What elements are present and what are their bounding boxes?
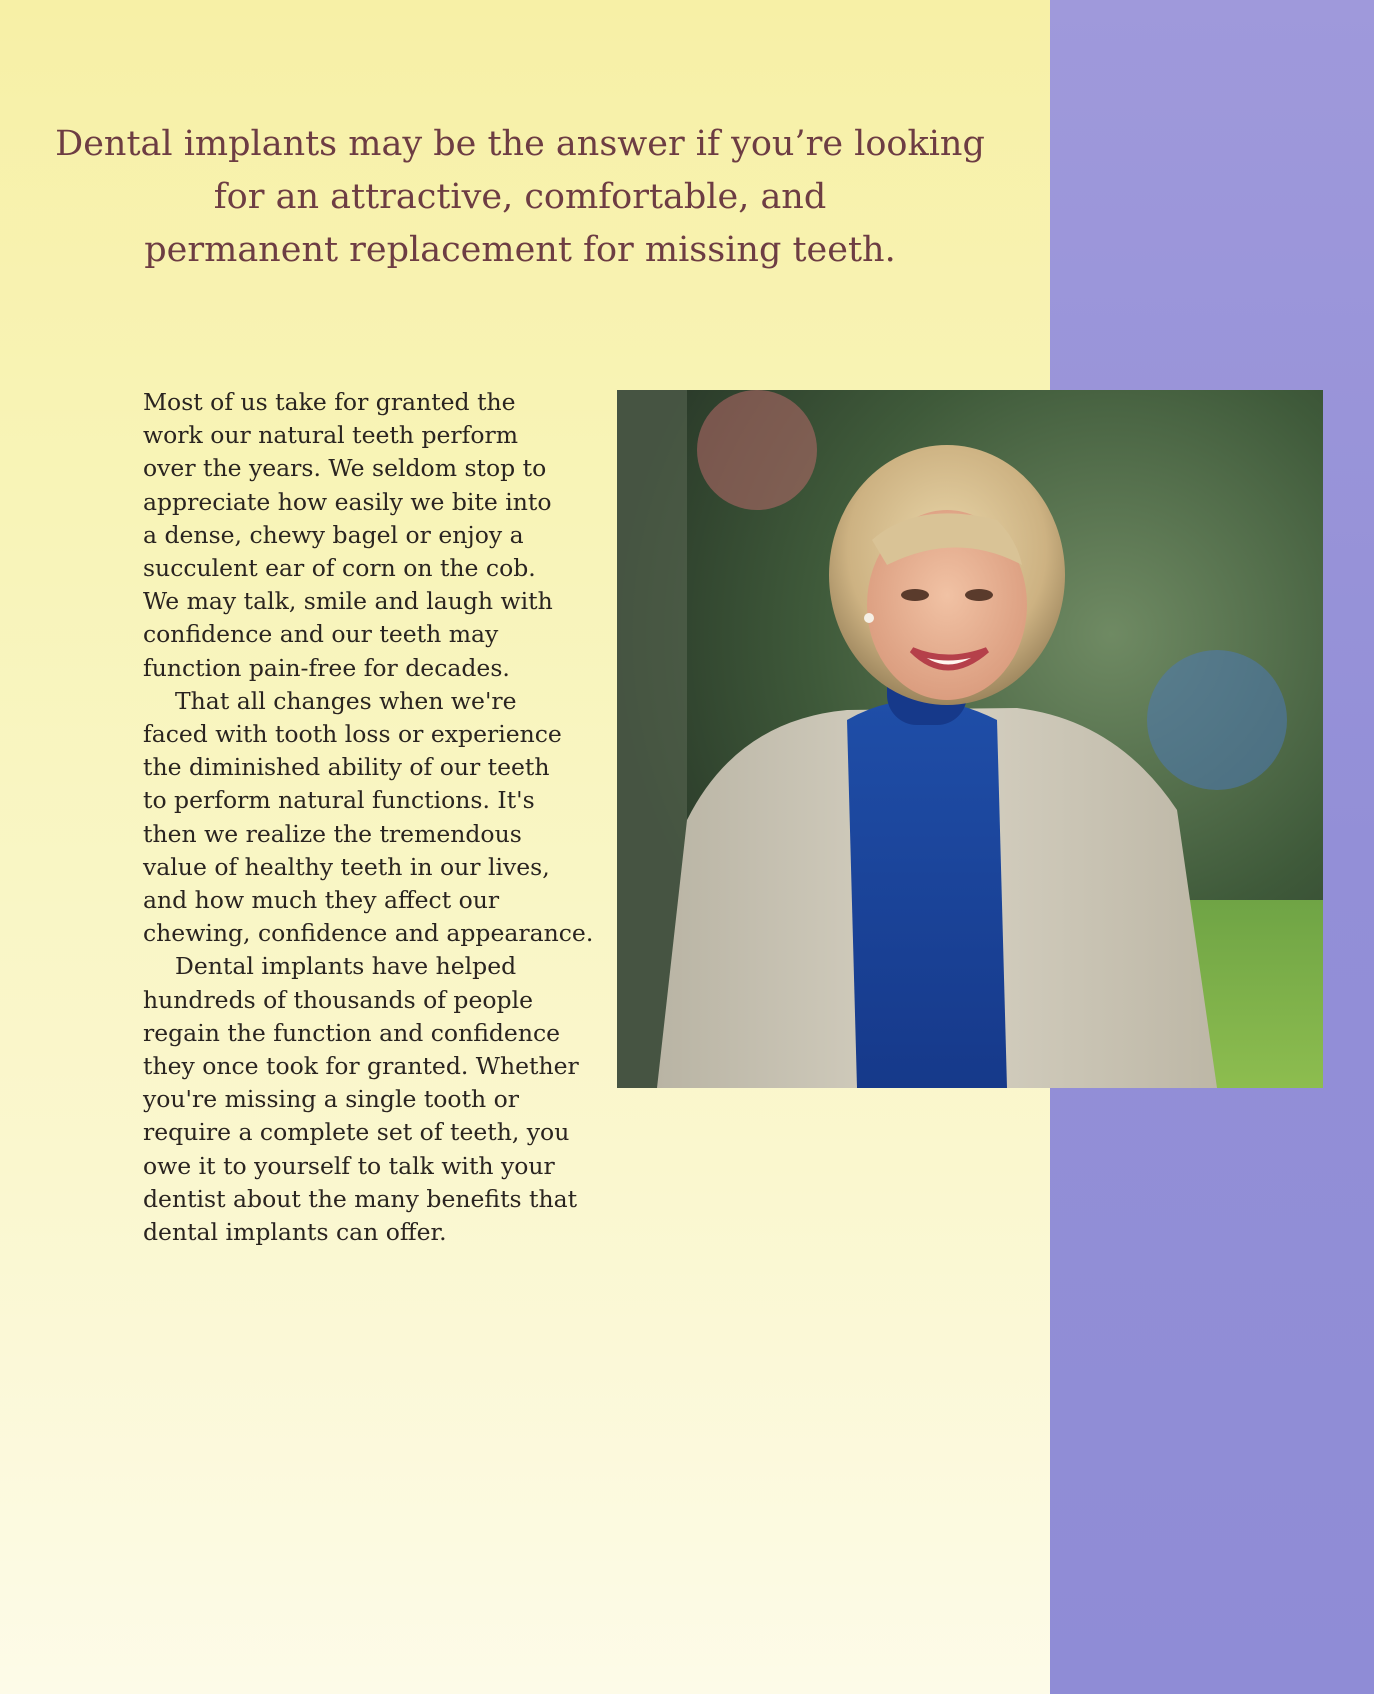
smiling-woman-photo (617, 390, 1323, 1088)
headline-line-3: permanent replacement for missing teeth. (144, 230, 896, 270)
body-line: appreciate how easily we bite into (143, 487, 552, 516)
body-line: value of healthy teeth in our lives, (143, 852, 550, 881)
body-line: owe it to yourself to talk with your (143, 1151, 555, 1180)
body-line: function pain-free for decades. (143, 653, 510, 682)
paragraph-3-first-line: Dental implants have helped (175, 952, 517, 981)
body-copy (143, 386, 603, 1249)
body-line: require a complete set of teeth, you (143, 1118, 570, 1147)
body-line: We may talk, smile and laugh with (143, 587, 553, 616)
body-line: and how much they affect our (143, 886, 500, 915)
left-eye (901, 589, 929, 601)
body-line: dentist about the many benefits that (143, 1184, 578, 1213)
body-line: hundreds of thousands of people (143, 985, 533, 1014)
right-eye (965, 589, 993, 601)
body-line: regain the function and confidence (143, 1018, 561, 1047)
headline-line-2: for an attractive, comfortable, and (213, 177, 827, 217)
blurred-sky-patch (1147, 650, 1287, 790)
body-line: work our natural teeth perform (143, 421, 519, 450)
body-line: dental implants can offer. (143, 1218, 447, 1247)
body-line: chewing, confidence and appearance. (143, 919, 594, 948)
body-line: faced with tooth loss or experience (143, 720, 562, 749)
body-line: confidence and our teeth may (143, 620, 499, 649)
paragraph-2-first-line: That all changes when we're (175, 686, 517, 715)
blurred-flowers (697, 390, 817, 510)
page-headline (40, 118, 1000, 277)
body-line: a dense, chewy bagel or enjoy a (143, 520, 524, 549)
body-line: they once took for granted. Whether (143, 1052, 579, 1081)
earring (864, 613, 874, 623)
body-line: succulent ear of corn on the cob. (143, 554, 536, 583)
photo-illustration (617, 390, 1323, 1088)
body-line: Most of us take for granted the (143, 388, 516, 416)
body-line: over the years. We seldom stop to (143, 454, 547, 483)
body-line: then we realize the tremendous (143, 819, 522, 848)
body-line: to perform natural functions. It's (143, 786, 535, 815)
blue-turtleneck (847, 700, 1007, 1088)
headline-line-1: Dental implants may be the answer if you’re looking (55, 124, 985, 164)
body-line: you're missing a single tooth or (143, 1085, 520, 1114)
body-line: the diminished ability of our teeth (143, 753, 550, 782)
